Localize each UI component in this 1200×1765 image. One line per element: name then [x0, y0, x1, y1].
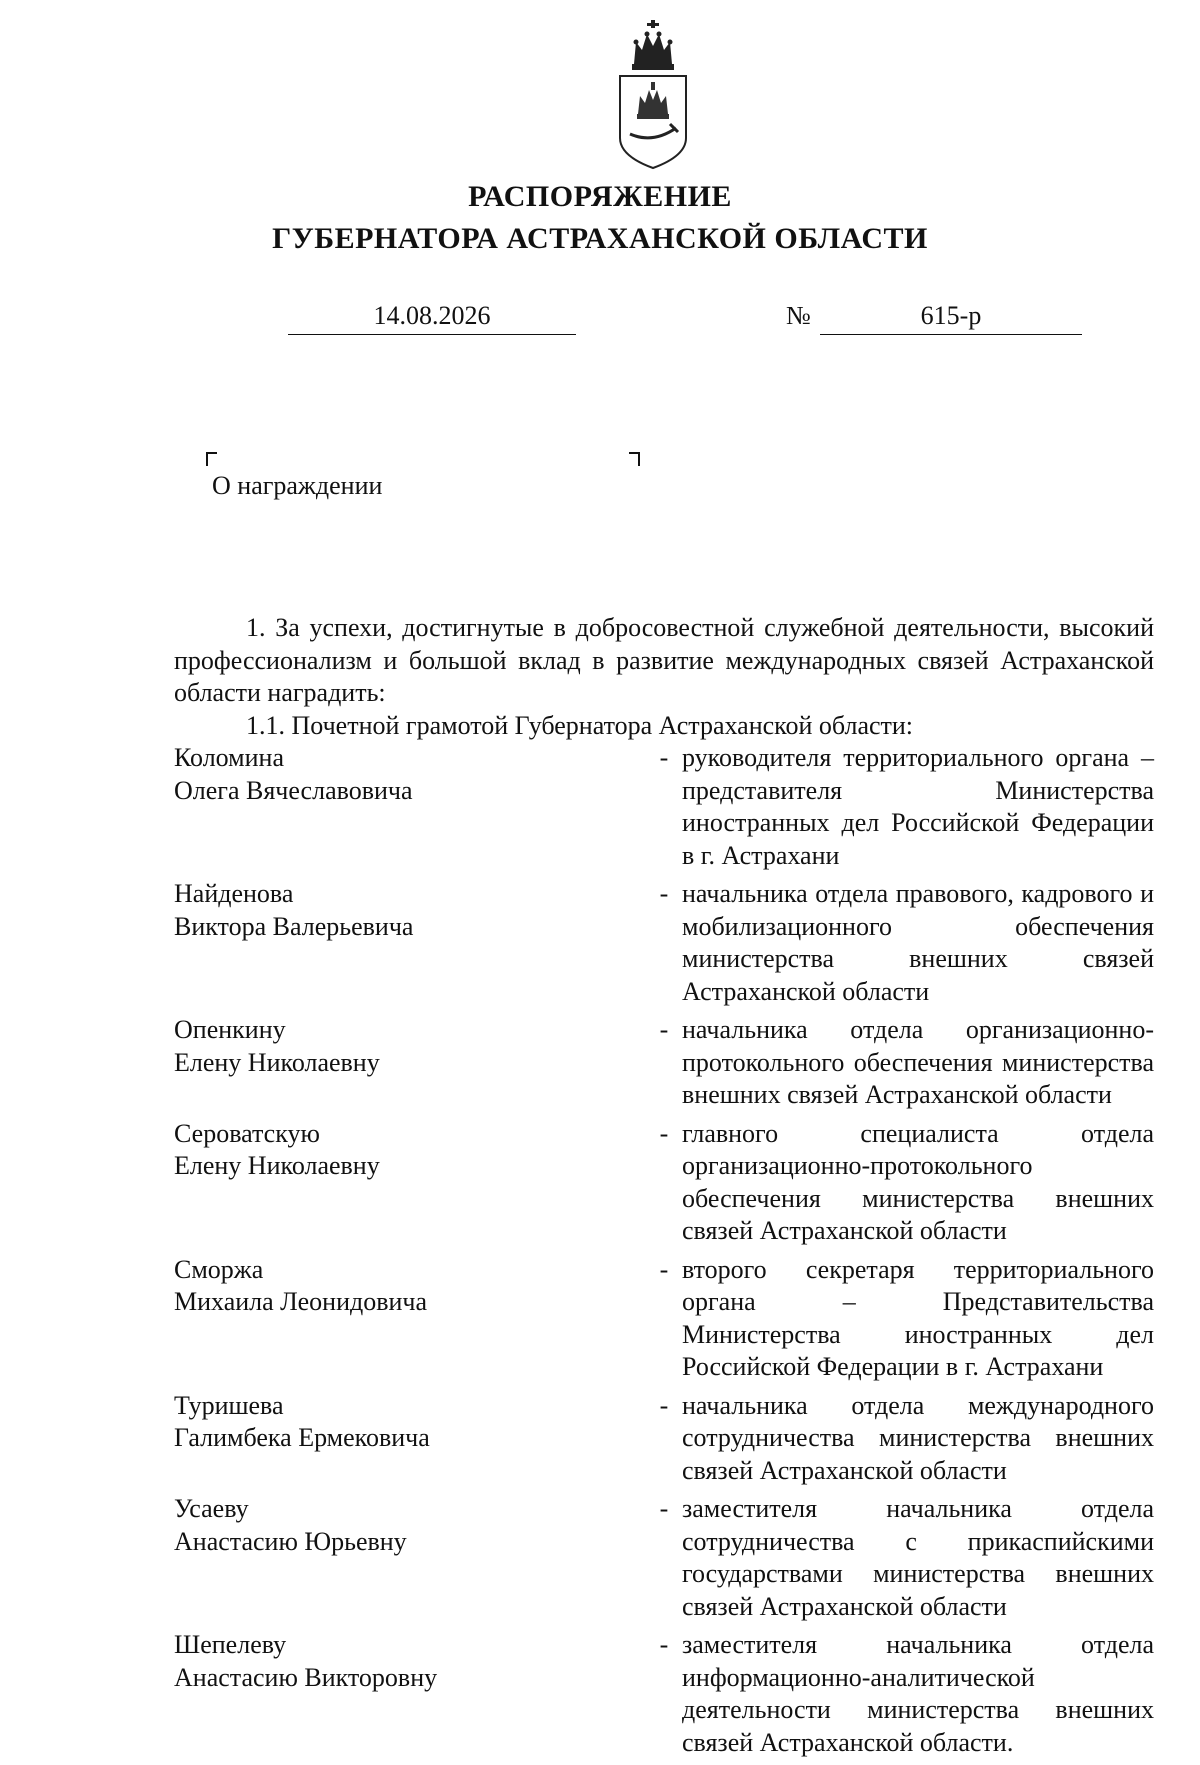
- awardee-name: [174, 1254, 494, 1384]
- separator-dash: -: [659, 879, 669, 908]
- awardee-position: заместителя начальника отдела сотрудничества с прикаспийскими государствами министерства внешних связей Астраханской области: [682, 1494, 1154, 1621]
- awardee-name: [174, 1629, 494, 1759]
- awardee-position: начальника отдела правового, кадрового и мобилизационного обеспечения министерства внешних связей Астраханской области: [682, 879, 1154, 1006]
- separator-dash: -: [659, 1254, 669, 1284]
- number-sign: №: [786, 301, 811, 330]
- awardee-row: [174, 878, 1154, 1008]
- awardee-name: [174, 1118, 494, 1248]
- awardee-surname: Туришева: [174, 1390, 284, 1420]
- awardee-position: начальника отдела организационно-протокольного обеспечения министерства внешних связей Астраханской области: [682, 1015, 1154, 1109]
- awardee-row: [174, 1014, 1154, 1112]
- awardee-surname: Опенкину: [174, 1015, 286, 1044]
- awardee-surname: Сморжа: [174, 1254, 264, 1284]
- document-subject: О награждении: [212, 471, 383, 500]
- awardee-given-names: Анастасию Юрьевну: [174, 1526, 407, 1556]
- awardee-row: [174, 1629, 1154, 1759]
- awardee-surname: Коломина: [174, 743, 285, 772]
- awardee-position: заместителя начальника отдела информационно-аналитической деятельности министерства внешних связей Астраханской области.: [682, 1630, 1154, 1757]
- awardee-given-names: Галимбека Ермековича: [174, 1423, 430, 1452]
- awardee-surname: Найденова: [174, 879, 294, 908]
- awardees-list: [174, 742, 1154, 1765]
- awardee-name: [174, 1493, 494, 1623]
- coat-of-arms-emblem: [614, 18, 692, 170]
- subject-corner-right: [629, 452, 640, 466]
- awardee-given-names: Михаила Леонидовича: [174, 1287, 428, 1316]
- awardee-row: [174, 1493, 1154, 1623]
- awardee-row: [174, 742, 1154, 872]
- separator-dash: -: [659, 743, 669, 772]
- awardee-surname: Усаеву: [174, 1494, 249, 1523]
- document-date: 14.08.2026: [288, 300, 576, 335]
- awardee-row: [174, 1390, 1154, 1488]
- awardee-position: главного специалиста отдела организационно-протокольного обеспечения министерства внешних связей Астраханской области: [682, 1118, 1154, 1245]
- document-number: 615-р: [820, 300, 1082, 335]
- paragraph-1-1: 1.1. Почетной грамотой Губернатора Астраханской области:: [246, 711, 914, 740]
- awardee-given-names: Елену Николаевну: [174, 1047, 380, 1077]
- separator-dash: -: [659, 1630, 669, 1659]
- awardee-name: [174, 1390, 494, 1488]
- subject-corner-left: [206, 452, 217, 466]
- issuer-title: ГУБЕРНАТОРА АСТРАХАНСКОЙ ОБЛАСТИ: [272, 222, 928, 255]
- awardee-surname: Сероватскую: [174, 1118, 320, 1148]
- awardee-given-names: Виктора Валерьевича: [174, 911, 414, 941]
- document-type-title: РАСПОРЯЖЕНИЕ: [468, 180, 732, 213]
- awardee-given-names: Анастасию Викторовну: [174, 1662, 438, 1692]
- awardee-position: начальника отдела международного сотрудничества министерства внешних связей Астраханской области: [682, 1390, 1154, 1485]
- separator-dash: -: [659, 1494, 669, 1523]
- awardee-given-names: Олега Вячеславовича: [174, 775, 413, 805]
- awardee-row: [174, 1118, 1154, 1248]
- separator-dash: -: [659, 1118, 669, 1148]
- awardee-name: [174, 742, 494, 872]
- awardee-surname: Шепелеву: [174, 1630, 287, 1659]
- awardee-name: [174, 1014, 494, 1112]
- awardee-given-names: Елену Николаевну: [174, 1151, 380, 1180]
- paragraph-1: 1. За успехи, достигнутые в добросовестной служебной деятельности, высокий профессионализм и большой вклад в развитие международных связей Астраханской области наградить:: [174, 613, 1154, 707]
- awardee-position: руководителя территориального органа – представителя Министерства иностранных дел Российской Федерации в г. Астрахани: [682, 743, 1154, 870]
- awardee-row: [174, 1254, 1154, 1384]
- awardee-name: [174, 878, 494, 1008]
- separator-dash: -: [659, 1390, 669, 1420]
- awardee-position: второго секретаря территориального органа – Представительства Министерства иностранных дел Российской Федерации в г. Астрахани: [682, 1254, 1154, 1381]
- separator-dash: -: [659, 1015, 669, 1044]
